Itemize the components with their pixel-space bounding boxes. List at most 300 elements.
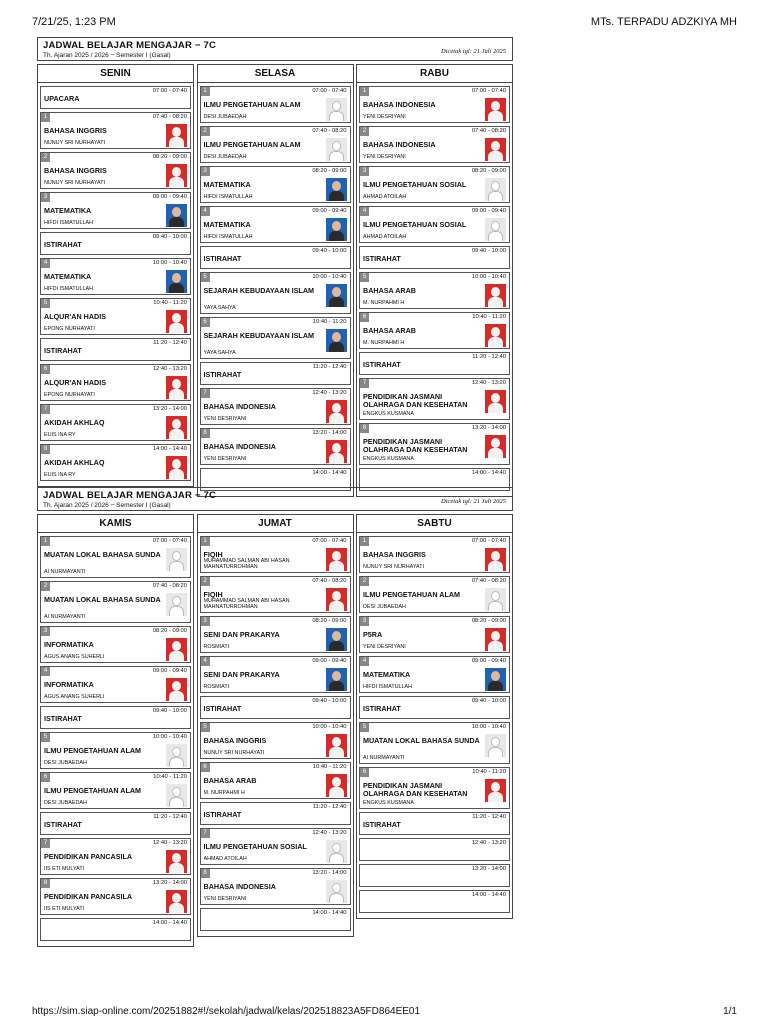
subject-name: BAHASA INDONESIA — [203, 882, 276, 891]
teacher-photo — [166, 890, 187, 913]
teacher-photo-head — [172, 459, 181, 469]
subject-name: ALQUR'AN HADIS — [44, 378, 107, 387]
teacher-photo — [485, 324, 506, 347]
teacher-name: ROSMIATI — [203, 684, 230, 690]
slot-time: 14:00 - 14:40 — [471, 892, 506, 898]
teacher-photo-head — [172, 313, 181, 323]
lesson-slot — [40, 152, 191, 189]
sheet-subtitle: Th. Ajaran 2025 / 2026 − Semester I (Gasal) — [43, 52, 171, 59]
teacher-name: M. NURPAHMI H — [203, 790, 245, 796]
teacher-photo-head — [491, 181, 500, 191]
teacher-name: YENI DESRIYANI — [203, 416, 247, 422]
subject-name: AKIDAH AKHLAQ — [44, 418, 105, 427]
teacher-name: DESI JUBAEDAH — [203, 114, 247, 120]
teacher-photo — [326, 440, 347, 463]
teacher-photo-head — [172, 273, 181, 283]
teacher-photo-head — [491, 101, 500, 111]
period-number: 4 — [41, 667, 50, 676]
lesson-slot — [359, 423, 510, 465]
slot-time: 10:40 - 11:20 — [312, 319, 347, 325]
lesson-slot — [359, 126, 510, 163]
break-slot — [40, 232, 191, 255]
teacher-name: ENGKUS KUSMANA — [363, 456, 414, 462]
subject-name: MATEMATIKA — [363, 670, 411, 679]
schedule-sheet-1 — [37, 37, 513, 497]
print-header — [32, 16, 737, 30]
teacher-photo — [326, 400, 347, 423]
subject-name: ISTIRAHAT — [203, 254, 242, 263]
teacher-photo — [485, 668, 506, 691]
teacher-photo — [326, 98, 347, 121]
period-number: 3 — [201, 617, 210, 626]
sheet-subtitle: Th. Ajaran 2025 / 2026 − Semester I (Gasal) — [43, 502, 171, 509]
slot-time: 14:00 - 14:40 — [471, 470, 506, 476]
break-slot — [200, 802, 351, 825]
period-number: 4 — [360, 657, 369, 666]
teacher-name: ROSMIATI — [203, 644, 230, 650]
teacher-photo-head — [172, 641, 181, 651]
teacher-photo — [485, 548, 506, 571]
period-number: 6 — [360, 768, 369, 777]
teacher-photo-head — [172, 167, 181, 177]
teacher-photo-body — [488, 231, 503, 241]
slot-time: 11:20 - 12:40 — [312, 804, 347, 810]
slot-time: 14:00 - 14:40 — [152, 446, 187, 452]
break-slot — [359, 352, 510, 375]
school-name: MTs. TERPADU ADZKIYA MH — [590, 16, 737, 28]
subject-name: ISTIRAHAT — [44, 820, 82, 829]
subject-name: BAHASA ARAB — [203, 776, 257, 785]
slot-time: 07:00 - 07:40 — [471, 538, 506, 544]
teacher-photo-body — [329, 747, 344, 757]
teacher-name: YENI DESRIYANI — [363, 114, 406, 120]
slot-time: 09:40 - 10:00 — [152, 234, 187, 240]
subject-name: MATEMATIKA — [44, 272, 92, 281]
subject-name: SEJARAH KEBUDAYAAN ISLAM — [203, 331, 314, 340]
teacher-photo-head — [332, 551, 341, 561]
teacher-photo-head — [172, 787, 181, 797]
slot-time: 12:40 - 13:20 — [312, 390, 347, 396]
lesson-slot — [40, 298, 191, 335]
teacher-name: YENI DESRIYANI — [203, 896, 247, 902]
teacher-name: DESI JUBAEDAH — [44, 760, 87, 766]
slot-time: 11:20 - 12:40 — [472, 354, 506, 360]
break-slot — [200, 362, 351, 385]
teacher-photo — [485, 435, 506, 458]
subject-name: UPACARA — [44, 94, 80, 103]
slot-time: 11:20 - 12:40 — [472, 814, 506, 820]
teacher-photo-body — [329, 231, 344, 241]
teacher-photo-head — [491, 737, 500, 747]
sheet-title: JADWAL BELAJAR MENGAJAR − 7C — [43, 40, 217, 51]
teacher-name: HIFDI ISMATULLAH — [44, 286, 94, 292]
day-column-selasa — [197, 64, 354, 497]
slot-time: 13:20 - 14:00 — [152, 880, 187, 886]
period-number: 3 — [41, 193, 50, 202]
break-slot — [40, 86, 191, 109]
slot-time: 10:40 - 11:20 — [312, 764, 347, 770]
teacher-photo-body — [329, 453, 344, 463]
period-number: 6 — [360, 313, 369, 322]
teacher-photo-body — [329, 601, 344, 611]
teacher-photo — [166, 678, 187, 701]
period-number: 3 — [41, 627, 50, 636]
slot-time: 10:00 - 10:40 — [312, 274, 347, 280]
teacher-photo-head — [332, 591, 341, 601]
break-slot — [40, 812, 191, 835]
slot-time: 11:20 - 12:40 — [153, 814, 187, 820]
subject-name: INFORMATIKA — [44, 640, 94, 649]
lesson-slot — [200, 428, 351, 465]
break-slot — [40, 706, 191, 729]
teacher-name: AI NURMAYANTI — [44, 569, 86, 575]
day-column-rabu — [356, 64, 513, 497]
break-slot — [200, 696, 351, 719]
slot-list — [357, 83, 512, 496]
break-slot — [359, 696, 510, 719]
slot-time: 13:20 - 14:00 — [312, 430, 347, 436]
lesson-slot — [200, 388, 351, 425]
teacher-photo-head — [332, 332, 341, 342]
lesson-slot — [200, 317, 351, 359]
slot-time: 14:00 - 14:40 — [312, 470, 347, 476]
teacher-photo — [326, 880, 347, 903]
day-column-sabtu — [356, 514, 513, 919]
subject-name: ILMU PENGETAHUAN ALAM — [203, 140, 301, 149]
teacher-photo-body — [488, 337, 503, 347]
break-slot — [40, 918, 191, 941]
period-number: 7 — [201, 389, 210, 398]
teacher-photo-body — [169, 606, 184, 616]
teacher-name: YENI DESRIYANI — [363, 154, 406, 160]
day-header: SABTU — [357, 515, 512, 533]
lesson-slot — [40, 666, 191, 703]
teacher-name: IIS ETI MULYATI — [44, 906, 85, 912]
slot-time: 07:40 - 08:20 — [152, 583, 187, 589]
schedule-sheet-2 — [37, 487, 513, 947]
teacher-photo — [166, 310, 187, 333]
period-number: 6 — [41, 773, 50, 782]
slot-time: 14:00 - 14:40 — [152, 920, 187, 926]
period-number: 5 — [201, 723, 210, 732]
subject-name: BAHASA INGGRIS — [203, 736, 267, 745]
teacher-photo-body — [329, 893, 344, 903]
teacher-name: ENGKUS KUSMANA — [363, 411, 414, 417]
lesson-slot — [200, 206, 351, 243]
slot-time: 07:40 - 08:20 — [312, 578, 347, 584]
teacher-photo-head — [332, 221, 341, 231]
period-number: 4 — [41, 259, 50, 268]
teacher-name: NUNUY SRI NURHAYATI — [44, 140, 105, 146]
teacher-photo — [326, 588, 347, 611]
subject-name: MATEMATIKA — [44, 206, 92, 215]
teacher-name: AI NURMAYANTI — [44, 614, 86, 620]
teacher-photo — [326, 840, 347, 863]
teacher-photo-body — [329, 853, 344, 863]
subject-name: FIQIH — [203, 550, 223, 559]
slot-time: 11:20 - 12:40 — [153, 340, 187, 346]
teacher-photo-body — [329, 561, 344, 571]
teacher-photo-head — [491, 551, 500, 561]
lesson-slot — [40, 536, 191, 578]
break-slot — [200, 246, 351, 269]
teacher-photo — [166, 376, 187, 399]
teacher-photo — [485, 588, 506, 611]
subject-name: ILMU PENGETAHUAN SOSIAL — [203, 842, 307, 851]
slot-time: 09:00 - 09:40 — [471, 658, 506, 664]
teacher-photo-head — [491, 438, 500, 448]
slot-time: 10:00 - 10:40 — [471, 274, 506, 280]
teacher-photo — [166, 850, 187, 873]
sheet-title-box — [37, 37, 513, 61]
teacher-photo — [485, 178, 506, 201]
teacher-photo-head — [172, 747, 181, 757]
teacher-photo-body — [169, 429, 184, 439]
subject-name: PENDIDIKAN PANCASILA — [44, 892, 133, 901]
sheet-title-box — [37, 487, 513, 511]
day-header: SELASA — [198, 65, 353, 83]
slot-time: 09:40 - 10:00 — [471, 698, 506, 704]
slot-time: 09:00 - 09:40 — [312, 658, 347, 664]
day-column-kamis — [37, 514, 194, 947]
teacher-name: HIFDI ISMATULLAH — [203, 234, 253, 240]
subject-name: ILMU PENGETAHUAN ALAM — [44, 786, 142, 795]
period-number: 8 — [201, 429, 210, 438]
subject-name: BAHASA ARAB — [363, 286, 416, 295]
subject-name: BAHASA INGGRIS — [44, 166, 107, 175]
break-slot — [359, 812, 510, 835]
teacher-photo-body — [169, 177, 184, 187]
slot-list — [198, 83, 353, 496]
lesson-slot — [40, 258, 191, 295]
teacher-name: YENI DESRIYANI — [203, 456, 247, 462]
teacher-photo — [485, 779, 506, 802]
teacher-photo — [166, 744, 187, 767]
teacher-photo — [326, 329, 347, 352]
lesson-slot — [40, 444, 191, 481]
period-number: 6 — [201, 318, 210, 327]
teacher-photo-body — [169, 469, 184, 479]
teacher-name: DESI JUBAEDAH — [203, 154, 247, 160]
lesson-slot — [200, 828, 351, 865]
lesson-slot — [40, 838, 191, 875]
teacher-name: AGUS ANANG SUHERLI — [44, 654, 105, 660]
teacher-photo — [326, 138, 347, 161]
teacher-photo — [166, 638, 187, 661]
teacher-photo-body — [169, 389, 184, 399]
teacher-photo — [485, 98, 506, 121]
period-number: 4 — [201, 657, 210, 666]
slot-time: 10:00 - 10:40 — [312, 724, 347, 730]
teacher-photo-head — [172, 681, 181, 691]
slot-time: 10:00 - 10:40 — [152, 734, 187, 740]
subject-name: ISTIRAHAT — [203, 810, 242, 819]
teacher-photo-head — [172, 893, 181, 903]
slot-time: 10:40 - 11:20 — [472, 769, 506, 775]
break-slot — [40, 338, 191, 361]
subject-name: ILMU PENGETAHUAN ALAM — [44, 746, 142, 755]
teacher-photo-body — [329, 111, 344, 121]
teacher-photo — [166, 124, 187, 147]
subject-name: SEJARAH KEBUDAYAAN ISLAM — [203, 286, 314, 295]
teacher-photo — [485, 138, 506, 161]
teacher-name: AHMAD ATOILAH — [203, 856, 247, 862]
lesson-slot — [359, 767, 510, 809]
period-number: 2 — [201, 127, 210, 136]
teacher-photo-head — [332, 181, 341, 191]
subject-name: MUATAN LOKAL BAHASA SUNDA — [44, 550, 161, 559]
slot-time: 09:00 - 09:40 — [152, 194, 187, 200]
subject-name: SENI DAN PRAKARYA — [203, 670, 280, 679]
teacher-photo-body — [169, 217, 184, 227]
teacher-name: EPONG NURHAYATI — [44, 392, 95, 398]
teacher-photo-head — [491, 631, 500, 641]
lesson-slot — [359, 86, 510, 123]
slot-list — [357, 533, 512, 918]
subject-name: MUATAN LOKAL BAHASA SUNDA — [44, 595, 161, 604]
teacher-photo — [166, 784, 187, 807]
period-number: 2 — [41, 153, 50, 162]
lesson-slot — [200, 868, 351, 905]
teacher-photo-body — [488, 561, 503, 571]
teacher-photo — [166, 164, 187, 187]
period-number: 5 — [360, 273, 369, 282]
subject-name: ILMU PENGETAHUAN SOSIAL — [363, 220, 467, 229]
subject-name: P5RA — [363, 630, 383, 639]
period-number: 1 — [41, 537, 50, 546]
period-number: 5 — [360, 723, 369, 732]
teacher-photo-head — [491, 327, 500, 337]
teacher-name: EUIS INA RY — [44, 432, 76, 438]
teacher-name: MUHAMMAD SALMAN ABI HASAN MAHNATURROHMAN — [203, 558, 290, 570]
slot-time: 14:00 - 14:40 — [312, 910, 347, 916]
teacher-photo — [326, 734, 347, 757]
teacher-name: NUNUY SRI NURHAYATI — [363, 564, 424, 570]
lesson-slot — [40, 581, 191, 623]
slot-list — [38, 533, 193, 946]
period-number: 7 — [360, 379, 369, 388]
lesson-slot — [40, 364, 191, 401]
teacher-photo-head — [172, 207, 181, 217]
teacher-photo-body — [329, 151, 344, 161]
subject-name: PENDIDIKAN JASMANI OLAHRAGA DAN KESEHATAN — [363, 437, 468, 454]
subject-name: MATEMATIKA — [203, 180, 251, 189]
teacher-photo — [166, 456, 187, 479]
break-slot — [359, 246, 510, 269]
teacher-photo-head — [332, 671, 341, 681]
slot-time: 07:40 - 08:20 — [471, 128, 506, 134]
period-number: 7 — [41, 839, 50, 848]
slot-time: 11:20 - 12:40 — [312, 364, 347, 370]
teacher-name: ENGKUS KUSMANA — [363, 800, 414, 806]
teacher-name: MUHAMMAD SALMAN ABI HASAN MAHNATURROHMAN — [203, 598, 290, 610]
teacher-photo-body — [488, 448, 503, 458]
teacher-name: YAYA SAHYA — [203, 305, 236, 311]
teacher-photo — [326, 774, 347, 797]
slot-list — [38, 83, 193, 486]
teacher-photo-body — [329, 297, 344, 307]
teacher-photo-head — [332, 443, 341, 453]
slot-time: 09:40 - 10:00 — [152, 708, 187, 714]
print-date: Dicetak tgl: 21 Juli 2025 — [441, 48, 506, 55]
teacher-photo-head — [491, 393, 500, 403]
teacher-photo-head — [172, 551, 181, 561]
break-slot — [200, 908, 351, 931]
teacher-photo-head — [491, 141, 500, 151]
period-number: 3 — [201, 167, 210, 176]
slot-time: 10:40 - 11:20 — [472, 314, 506, 320]
period-number: 8 — [41, 445, 50, 454]
period-number: 7 — [201, 829, 210, 838]
lesson-slot — [359, 536, 510, 573]
slot-time: 08:20 - 09:00 — [471, 618, 506, 624]
teacher-name: AHMAD ATOILAH — [363, 194, 407, 200]
break-slot — [359, 864, 510, 887]
teacher-photo-body — [329, 191, 344, 201]
period-number: 5 — [201, 273, 210, 282]
period-number: 8 — [41, 879, 50, 888]
period-number: 2 — [201, 577, 210, 586]
teacher-photo-head — [332, 101, 341, 111]
subject-name: ISTIRAHAT — [363, 360, 401, 369]
lesson-slot — [200, 762, 351, 799]
teacher-photo-body — [329, 681, 344, 691]
teacher-photo-body — [169, 757, 184, 767]
period-number: 1 — [360, 537, 369, 546]
teacher-photo-head — [332, 287, 341, 297]
period-number: 4 — [201, 207, 210, 216]
period-number: 3 — [360, 167, 369, 176]
day-header: KAMIS — [38, 515, 193, 533]
day-columns — [37, 514, 513, 947]
teacher-photo — [166, 416, 187, 439]
slot-time: 08:20 - 09:00 — [312, 618, 347, 624]
subject-name: PENDIDIKAN PANCASILA — [44, 852, 133, 861]
subject-name: BAHASA INDONESIA — [363, 100, 436, 109]
slot-time: 12:40 - 13:20 — [471, 840, 506, 846]
period-number: 6 — [41, 365, 50, 374]
teacher-photo-head — [332, 777, 341, 787]
lesson-slot — [359, 272, 510, 309]
teacher-name: M. NURPAHMI H — [363, 340, 405, 346]
period-number: 8 — [360, 424, 369, 433]
teacher-photo-head — [332, 737, 341, 747]
period-number: 5 — [41, 733, 50, 742]
lesson-slot — [200, 536, 351, 573]
subject-name: ILMU PENGETAHUAN ALAM — [363, 590, 461, 599]
lesson-slot — [200, 272, 351, 314]
day-header: JUMAT — [198, 515, 353, 533]
subject-name: PENDIDIKAN JASMANI OLAHRAGA DAN KESEHATAN — [363, 392, 468, 409]
subject-name: SENI DAN PRAKARYA — [203, 630, 280, 639]
slot-time: 12:40 - 13:20 — [312, 830, 347, 836]
sheet-title: JADWAL BELAJAR MENGAJAR − 7C — [43, 490, 217, 501]
subject-name: BAHASA INGGRIS — [363, 550, 426, 559]
subject-name: AKIDAH AKHLAQ — [44, 458, 105, 467]
teacher-photo — [485, 734, 506, 757]
lesson-slot — [40, 404, 191, 441]
page-number: 1/1 — [723, 1006, 737, 1017]
teacher-photo — [166, 270, 187, 293]
slot-time: 10:40 - 11:20 — [153, 774, 187, 780]
period-number: 1 — [41, 113, 50, 122]
teacher-name: YAYA SAHYA — [203, 350, 236, 356]
subject-name: ISTIRAHAT — [44, 240, 82, 249]
teacher-photo-body — [169, 797, 184, 807]
subject-name: BAHASA INDONESIA — [203, 402, 276, 411]
subject-name: ALQUR'AN HADIS — [44, 312, 107, 321]
slot-time: 09:00 - 09:40 — [312, 208, 347, 214]
